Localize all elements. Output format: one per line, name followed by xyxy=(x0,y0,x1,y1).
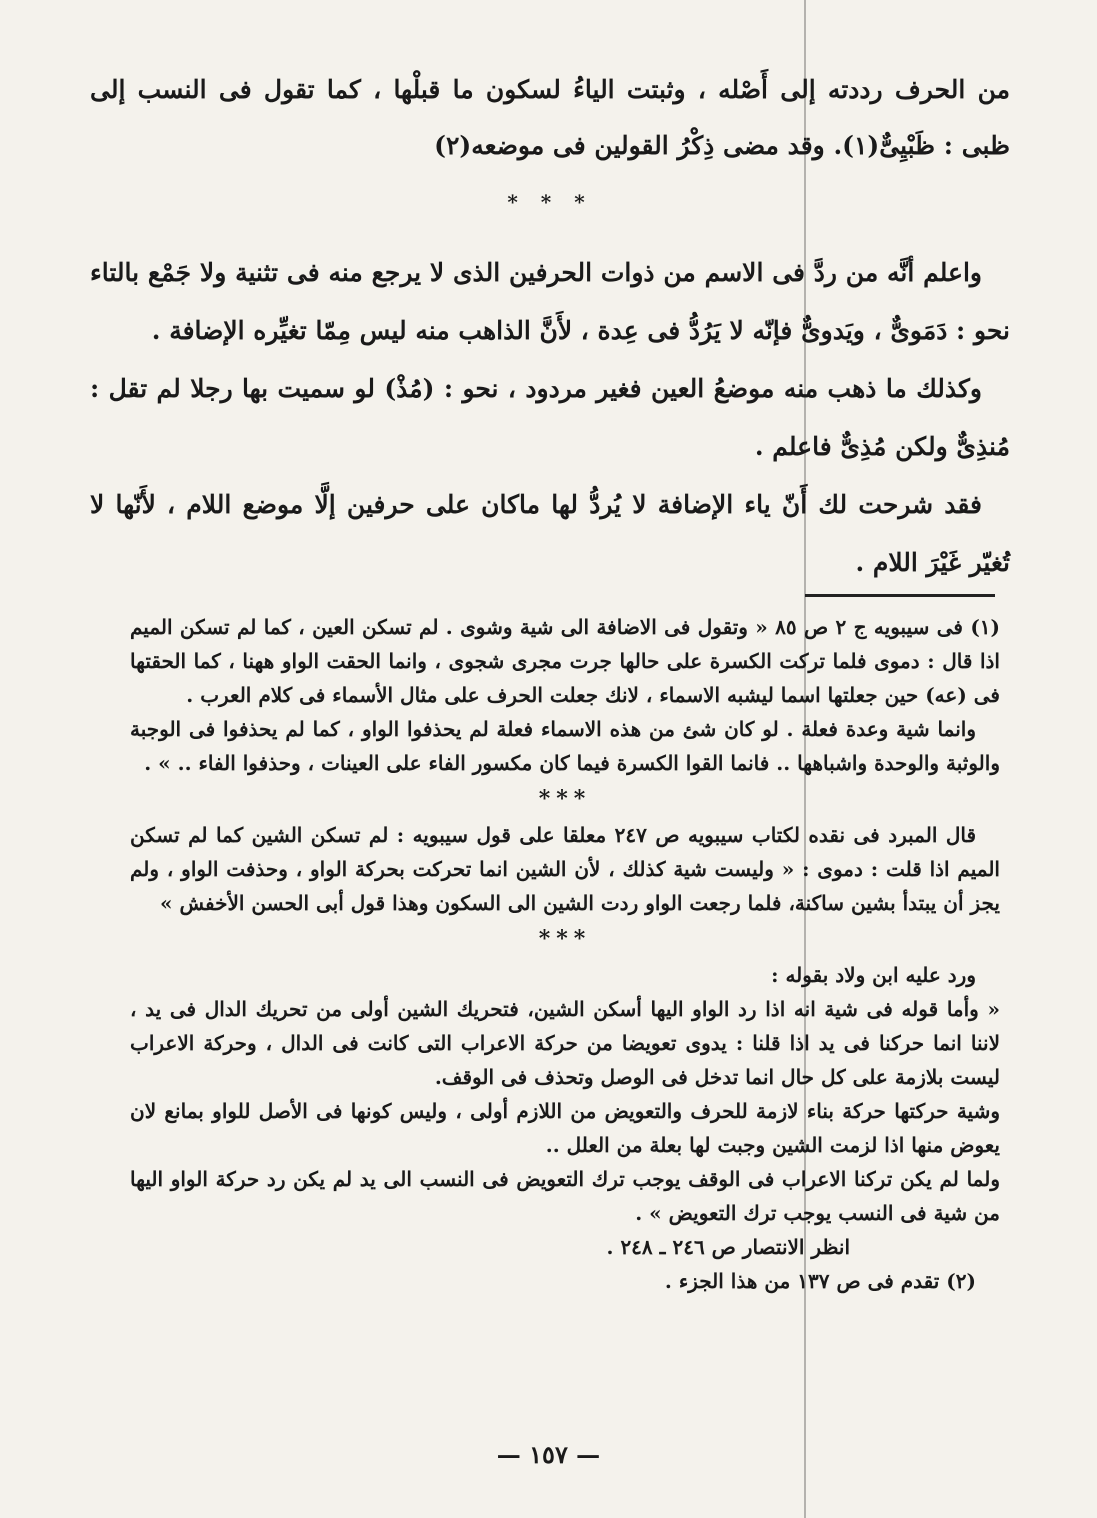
footnote-mubarrad: قال المبرد فى نقده لكتاب سيبويه ص ٢٤٧ معلقا على قول سيبويه : لم تسكن الشين كما لم تسكن الميم اذا قلت : دموى : « وليست شية كذلك ، لأن الشين انما تحركت بحركة الواو ، وحذفت الواو ، ولم يجز أن يبتدأ بشين ساكنة، فلما رجعت الواو ردت الشين الى السكون وهذا قول أبى الحسن الأخفش » xyxy=(130,823,1000,915)
main-text xyxy=(90,62,1010,592)
footnote-ibn-wallad-1: « وأما قوله فى شية انه اذا رد الواو اليها أسكن الشين، فتحريك الشين أولى من تحريك الدال فى يد ، لاننا انما حركنا فى يد اذا قلنا : يدوى تعويضا من حركة الاعراب التى كانت فى الدال ، وحركة الاعراب ليست بلازمة على كل حال انما تدخل فى الوصل وتحذف فى الوقف. xyxy=(130,997,1000,1089)
section-separator: * * * xyxy=(507,190,593,214)
footnote-ibn-wallad-3: ولما لم يكن تركنا الاعراب فى الوقف يوجب ترك التعويض فى النسب الى يد لم يكن رد حركة الواو اليها من شية فى النسب يوجب ترك التعويض » . xyxy=(130,1167,1000,1225)
main-paragraph-1: من الحرف رددته إلى أَصْله ، وثبتت الياءُ لسكون ما قبلْها ، كما تقول فى النسب إلى ظبى : ظَبْيِىٌّ(١). وقد مضى ذِكْرُ القولين فى موضعه(٢) xyxy=(90,75,1010,160)
footnote-ibn-wallad-2: وشية حركتها حركة بناء لازمة للحرف والتعويض من اللازم أولى ، وليس كونها فى الأصل للواو بمانع لان يعوض منها اذا لزمت الشين وجبت لها بعلة من العلل .. xyxy=(130,1099,1000,1157)
page-number: — ١٥٧ — xyxy=(496,1440,601,1469)
footnote-ibn-wallad-intro: ورد عليه ابن ولاد بقوله : xyxy=(771,963,976,987)
footnote-reference: انظر الانتصار ص ٢٤٦ ـ ٢٤٨ . xyxy=(606,1235,850,1259)
footnotes xyxy=(130,610,1000,1298)
main-paragraph-4: فقد شرحت لك أَنّ ياء الإضافة لا يُردُّ لها ماكان على حرفين إلَّا موضع اللام ، لأَنّها لا تُغيّر غَيْرَ اللام . xyxy=(90,490,1010,577)
footnote-separator-2: *** xyxy=(538,926,592,952)
main-paragraph-3: وكذلك ما ذهب منه موضعُ العين فغير مردود ، نحو : (مُذْ) لو سميت بها رجلا لم تقل : مُنذِىٌّ ولكن مُذِىٌّ فاعلم . xyxy=(90,374,1010,461)
main-paragraph-2: واعلم أنَّه من ردَّ فى الاسم من ذوات الحرفين الذى لا يرجع منه فى تثنية ولا جَمْع بالتاء نحو : دَمَوىٌّ ، ويَدوىٌّ فإنّه لا يَرُدُّ فى عِدة ، لأَنَّ الذاهب منه ليس مِمّا تغيِّره الإضافة . xyxy=(90,258,1010,345)
footnote-1-paragraph-1: (١) فى سيبويه ج ٢ ص ٨٥ « وتقول فى الاضافة الى شية وشوى . لم تسكن العين ، كما لم تسكن الميم اذا قال : دموى فلما تركت الكسرة على حالها جرت مجرى شجوى ، وانما الحقت الواو ههنا ، كما الحقتها فى (عه) حين جعلتها اسما ليشبه الاسماء ، لانك جعلت الحرف على مثال الأسماء فى كلام العرب . xyxy=(130,615,1001,707)
footnote-2: (٢) تقدم فى ص ١٣٧ من هذا الجزء . xyxy=(664,1269,976,1293)
footnote-rule xyxy=(805,594,995,597)
footnote-1-paragraph-2: وانما شية وعدة فعلة . لو كان شئ من هذه الاسماء فعلة لم يحذفوا الواو ، كما لم يحذفوا فى الوجبة والوثبة والوحدة واشباهها .. فانما القوا الكسرة فيما كان مكسور الفاء على العينات ، وحذفوا الفاء .. » . xyxy=(130,717,1000,775)
footnote-separator-1: *** xyxy=(538,786,592,812)
